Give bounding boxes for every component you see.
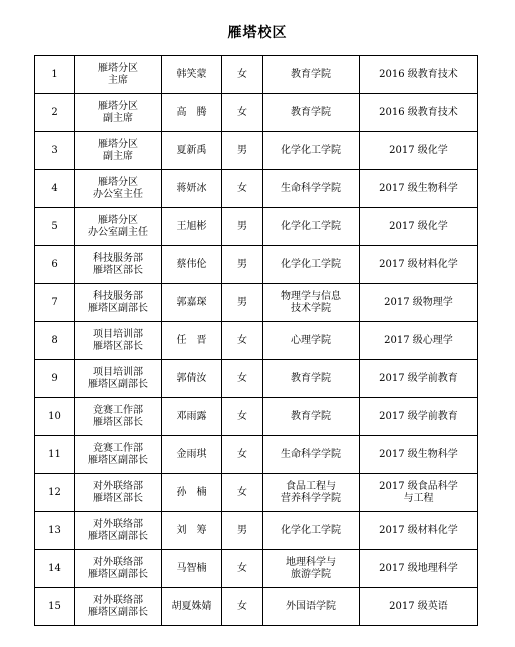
- member-name-cell: 邓雨露: [162, 398, 222, 436]
- member-name-cell: 郭倩汝: [162, 360, 222, 398]
- table-row: [35, 94, 478, 132]
- class-cell: [360, 588, 478, 626]
- college-line: 化学化工学院: [281, 144, 341, 156]
- class-line: 2017 级英语: [389, 600, 448, 612]
- gender-cell: 女: [222, 588, 263, 626]
- member-name-cell: 王旭彬: [162, 208, 222, 246]
- table-row: [35, 56, 478, 94]
- row-number-cell: 6: [35, 246, 75, 284]
- row-number-cell: 2: [35, 94, 75, 132]
- class-cell: [360, 170, 478, 208]
- class-line: 2017 级地理科学: [379, 562, 458, 574]
- row-number-cell: 3: [35, 132, 75, 170]
- position-line: 对外联络部: [93, 518, 143, 530]
- member-name-cell: 蔡伟伦: [162, 246, 222, 284]
- position-line: 雁塔分区: [98, 100, 138, 112]
- position-line: 雁塔分区: [98, 176, 138, 188]
- position-line: 项目培训部: [93, 366, 143, 378]
- gender-cell: 女: [222, 398, 263, 436]
- table-row: [35, 208, 478, 246]
- row-number-cell: 1: [35, 56, 75, 94]
- row-number-cell: 10: [35, 398, 75, 436]
- college-line: 心理学院: [291, 334, 331, 346]
- position-line: 主席: [108, 74, 128, 86]
- member-name-cell: 夏新禹: [162, 132, 222, 170]
- college-line: 教育学院: [291, 410, 331, 422]
- gender-cell: 女: [222, 56, 263, 94]
- college-line: 营养科学学院: [281, 492, 341, 504]
- member-name-cell: 金雨琪: [162, 436, 222, 474]
- college-cell: [263, 94, 360, 132]
- gender-cell: 女: [222, 436, 263, 474]
- class-line: 与工程: [403, 492, 434, 504]
- class-line: 2017 级化学: [389, 220, 448, 232]
- member-name-cell: 任 晋: [162, 322, 222, 360]
- position-line: 雁塔区副部长: [88, 606, 148, 618]
- position-cell: [75, 208, 162, 246]
- table-row: [35, 284, 478, 322]
- member-name-cell: 孙 楠: [162, 474, 222, 512]
- college-line: 外国语学院: [286, 600, 336, 612]
- position-cell: [75, 132, 162, 170]
- position-cell: [75, 474, 162, 512]
- class-line: 2017 级物理学: [384, 296, 453, 308]
- position-line: 雁塔区副部长: [88, 454, 148, 466]
- college-cell: [263, 474, 360, 512]
- class-cell: [360, 360, 478, 398]
- gender-cell: 男: [222, 246, 263, 284]
- college-line: 生命科学学院: [281, 182, 341, 194]
- position-line: 雁塔区副部长: [88, 378, 148, 390]
- college-cell: [263, 56, 360, 94]
- class-line: 2017 级材料化学: [379, 524, 458, 536]
- position-cell: [75, 322, 162, 360]
- class-cell: [360, 398, 478, 436]
- class-cell: [360, 94, 478, 132]
- gender-cell: 女: [222, 360, 263, 398]
- position-cell: [75, 550, 162, 588]
- position-line: 办公室主任: [93, 188, 143, 200]
- college-cell: [263, 132, 360, 170]
- college-line: 食品工程与: [286, 480, 336, 492]
- row-number-cell: 7: [35, 284, 75, 322]
- class-cell: [360, 474, 478, 512]
- position-line: 竞赛工作部: [93, 404, 143, 416]
- member-name-cell: 郭嘉琛: [162, 284, 222, 322]
- row-number-cell: 14: [35, 550, 75, 588]
- college-line: 化学化工学院: [281, 258, 341, 270]
- college-line: 旅游学院: [291, 568, 331, 580]
- table-row: [35, 170, 478, 208]
- row-number-cell: 9: [35, 360, 75, 398]
- college-cell: [263, 550, 360, 588]
- position-cell: [75, 588, 162, 626]
- gender-cell: 男: [222, 132, 263, 170]
- college-cell: [263, 436, 360, 474]
- college-cell: [263, 284, 360, 322]
- row-number-cell: 12: [35, 474, 75, 512]
- position-line: 科技服务部: [93, 290, 143, 302]
- member-table: [34, 55, 478, 626]
- college-cell: [263, 398, 360, 436]
- position-line: 雁塔分区: [98, 138, 138, 150]
- row-number-cell: 11: [35, 436, 75, 474]
- table-row: [35, 474, 478, 512]
- row-number-cell: 13: [35, 512, 75, 550]
- member-table-body: [35, 56, 478, 626]
- position-line: 项目培训部: [93, 328, 143, 340]
- position-line: 雁塔区部长: [93, 492, 143, 504]
- member-name-cell: 高 腾: [162, 94, 222, 132]
- college-line: 化学化工学院: [281, 220, 341, 232]
- class-cell: [360, 132, 478, 170]
- class-line: 2016 级教育技术: [379, 68, 458, 80]
- position-line: 对外联络部: [93, 556, 143, 568]
- position-line: 雁塔区副部长: [88, 530, 148, 542]
- position-line: 雁塔区副部长: [88, 302, 148, 314]
- class-cell: [360, 208, 478, 246]
- position-line: 副主席: [103, 112, 133, 124]
- college-line: 教育学院: [291, 372, 331, 384]
- page-title: 雁塔校区: [227, 25, 288, 41]
- table-row: [35, 512, 478, 550]
- college-line: 地理科学与: [286, 556, 336, 568]
- gender-cell: 女: [222, 322, 263, 360]
- position-cell: [75, 436, 162, 474]
- class-cell: [360, 322, 478, 360]
- position-line: 科技服务部: [93, 252, 143, 264]
- gender-cell: 女: [222, 170, 263, 208]
- position-cell: [75, 94, 162, 132]
- position-cell: [75, 170, 162, 208]
- college-cell: [263, 360, 360, 398]
- member-name-cell: 胡夏姝婧: [162, 588, 222, 626]
- class-line: 2017 级化学: [389, 144, 448, 156]
- class-cell: [360, 436, 478, 474]
- class-line: 2017 级食品科学: [379, 480, 458, 492]
- table-row: [35, 246, 478, 284]
- college-cell: [263, 588, 360, 626]
- class-cell: [360, 284, 478, 322]
- position-line: 办公室副主任: [88, 226, 148, 238]
- position-line: 副主席: [103, 150, 133, 162]
- member-name-cell: 马智楠: [162, 550, 222, 588]
- gender-cell: 女: [222, 94, 263, 132]
- class-cell: [360, 550, 478, 588]
- college-cell: [263, 170, 360, 208]
- table-row: [35, 436, 478, 474]
- position-line: 雁塔分区: [98, 62, 138, 74]
- position-cell: [75, 512, 162, 550]
- position-cell: [75, 246, 162, 284]
- gender-cell: 男: [222, 512, 263, 550]
- position-line: 雁塔分区: [98, 214, 138, 226]
- table-row: [35, 550, 478, 588]
- college-line: 物理学与信息: [281, 290, 341, 302]
- college-line: 生命科学学院: [281, 448, 341, 460]
- position-cell: [75, 398, 162, 436]
- college-line: 化学化工学院: [281, 524, 341, 536]
- position-line: 竞赛工作部: [93, 442, 143, 454]
- class-line: 2016 级教育技术: [379, 106, 458, 118]
- position-cell: [75, 284, 162, 322]
- position-line: 雁塔区部长: [93, 416, 143, 428]
- college-line: 教育学院: [291, 106, 331, 118]
- gender-cell: 男: [222, 284, 263, 322]
- gender-cell: 女: [222, 550, 263, 588]
- college-line: 教育学院: [291, 68, 331, 80]
- class-line: 2017 级学前教育: [379, 410, 458, 422]
- gender-cell: 男: [222, 208, 263, 246]
- gender-cell: 女: [222, 474, 263, 512]
- college-cell: [263, 208, 360, 246]
- class-cell: [360, 246, 478, 284]
- position-line: 雁塔区副部长: [88, 568, 148, 580]
- class-cell: [360, 512, 478, 550]
- position-line: 雁塔区部长: [93, 340, 143, 352]
- position-cell: [75, 56, 162, 94]
- class-line: 2017 级生物科学: [379, 448, 458, 460]
- member-name-cell: 刘 筹: [162, 512, 222, 550]
- row-number-cell: 8: [35, 322, 75, 360]
- class-cell: [360, 56, 478, 94]
- position-line: 对外联络部: [93, 480, 143, 492]
- member-name-cell: 蒋妍冰: [162, 170, 222, 208]
- table-row: [35, 398, 478, 436]
- college-cell: [263, 322, 360, 360]
- college-cell: [263, 512, 360, 550]
- position-line: 雁塔区部长: [93, 264, 143, 276]
- row-number-cell: 5: [35, 208, 75, 246]
- class-line: 2017 级学前教育: [379, 372, 458, 384]
- college-cell: [263, 246, 360, 284]
- row-number-cell: 4: [35, 170, 75, 208]
- table-row: [35, 588, 478, 626]
- position-cell: [75, 360, 162, 398]
- table-row: [35, 132, 478, 170]
- member-name-cell: 韩笑蒙: [162, 56, 222, 94]
- college-line: 技术学院: [291, 302, 331, 314]
- class-line: 2017 级生物科学: [379, 182, 458, 194]
- class-line: 2017 级心理学: [384, 334, 453, 346]
- position-line: 对外联络部: [93, 594, 143, 606]
- row-number-cell: 15: [35, 588, 75, 626]
- table-row: [35, 322, 478, 360]
- class-line: 2017 级材料化学: [379, 258, 458, 270]
- table-row: [35, 360, 478, 398]
